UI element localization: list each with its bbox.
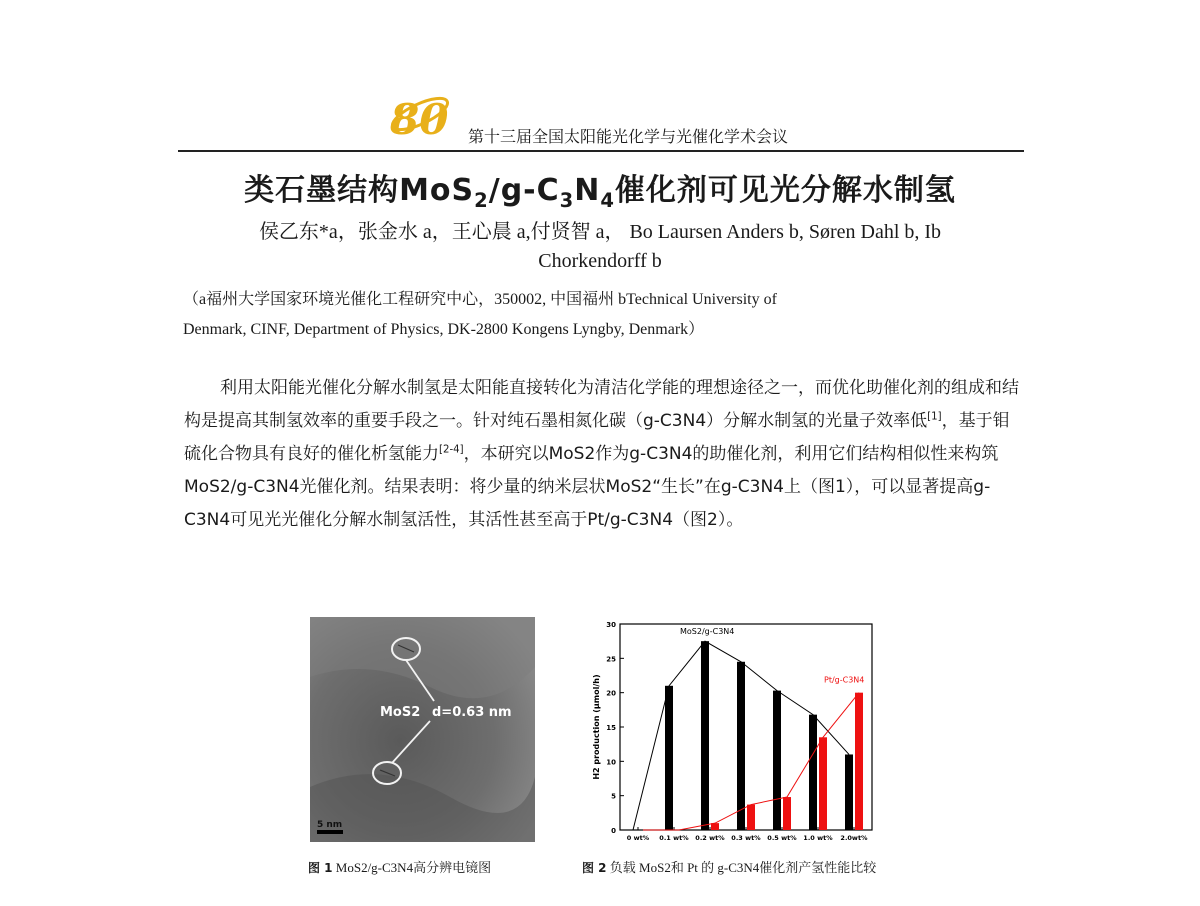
bar-mos2 [701, 641, 709, 830]
citation-1: [1] [927, 411, 942, 423]
x-tick-label: 0.2 wt% [695, 834, 725, 842]
h2-production-chart [580, 612, 880, 844]
paper-title: 类石墨结构$MoS_2/g-C_3N_4$催化剂可见光分解水制氢 [244, 173, 956, 212]
y-axis-label: H2 production (μmol/h) [592, 674, 601, 780]
figure-1-caption: 图 1 MoS2/g-C3N4高分辨电镜图 [308, 860, 492, 875]
bar-mos2 [845, 754, 853, 830]
affiliation [183, 285, 1023, 345]
x-tick-label: 0.5 wt% [767, 834, 797, 842]
x-tick-label: 0 wt% [626, 834, 650, 842]
plot-frame [620, 624, 872, 830]
authors [190, 218, 1010, 276]
x-tick-label: 0.3 wt% [731, 834, 761, 842]
logo-text: 80 [390, 95, 449, 140]
y-tick-label: 30 [606, 621, 616, 629]
conference-name: 第十三届全国太阳能光化学与光催化学术会议 [468, 127, 789, 146]
tem-label-mos2: MoS2 [380, 705, 421, 720]
abstract-paragraph: 利用太阳能光催化分解水制氢是太阳能直接转化为清洁化学能的理想途径之一，而优化助催化剂的组成和结构是提高其制氢效率的重要手段之一。针对纯石墨相氮化碳（g-C3N4）分解水制氢的光量子效率低[1]，基于钼硫化合物具有良好的催化析氢能力[2-4]，本研究以MoS2作为g-C3N4的助催化剂，利用它们结构相似性来构筑MoS2/g-C3N4光催化剂。结果表明：将少量的纳米层状MoS2“生长”在g-C3N4上（图1），可以显著提高g-C3N4可见光光催化分解水制氢活性，其活性甚至高于Pt/g-C3N4（图2）。 [184, 378, 1019, 530]
y-tick-label: 5 [611, 792, 616, 801]
bar-mos2 [737, 662, 745, 830]
y-tick-label: 10 [606, 758, 616, 767]
bar-mos2 [809, 715, 817, 830]
y-tick-label: 15 [606, 724, 616, 732]
bar-mos2 [665, 686, 673, 830]
label-mos2: MoS2/g-C3N4 [680, 627, 735, 636]
authors-line-1: 侯乙东*a，张金水 a，王心晨 a,付贤智 a， Bo Laursen Anders b, Søren Dahl b, Ib [258, 221, 942, 243]
x-tick-label: 0.1 wt% [659, 834, 689, 842]
y-tick-label: 20 [606, 689, 616, 698]
bar-pt [819, 737, 827, 830]
header-rule [178, 150, 1024, 152]
bar-pt [747, 805, 755, 830]
x-tick-label: 1.0 wt% [803, 834, 833, 842]
y-tick-label: 0 [611, 827, 616, 835]
abstract-body [184, 372, 1026, 537]
label-pt: Pt/g-C3N4 [824, 675, 865, 685]
bar-pt [783, 797, 791, 830]
affiliation-line-1: （a福州大学国家环境光催化工程研究中心，350002, 中国福州 bTechnical University of [183, 291, 777, 308]
x-tick-label: 2.0wt% [840, 834, 868, 842]
scale-bar-label: 5 nm [317, 820, 343, 830]
y-tick-label: 25 [606, 655, 616, 664]
tem-label-spacing: d=0.63 nm [432, 705, 512, 720]
conference-logo [384, 88, 454, 140]
authors-line-2: Chorkendorff b [538, 250, 662, 272]
bar-mos2 [773, 691, 781, 830]
bar-pt [855, 693, 863, 830]
citation-2-4: [2-4] [439, 444, 464, 456]
figure-2-caption: 图 2 负载 MoS2和 Pt 的 g-C3N4催化剂产氢性能比较 [582, 860, 877, 875]
affiliation-line-2: Denmark, CINF, Department of Physics, DK-2800 Kongens Lyngby, Denmark） [183, 321, 705, 338]
tem-image [310, 617, 535, 842]
